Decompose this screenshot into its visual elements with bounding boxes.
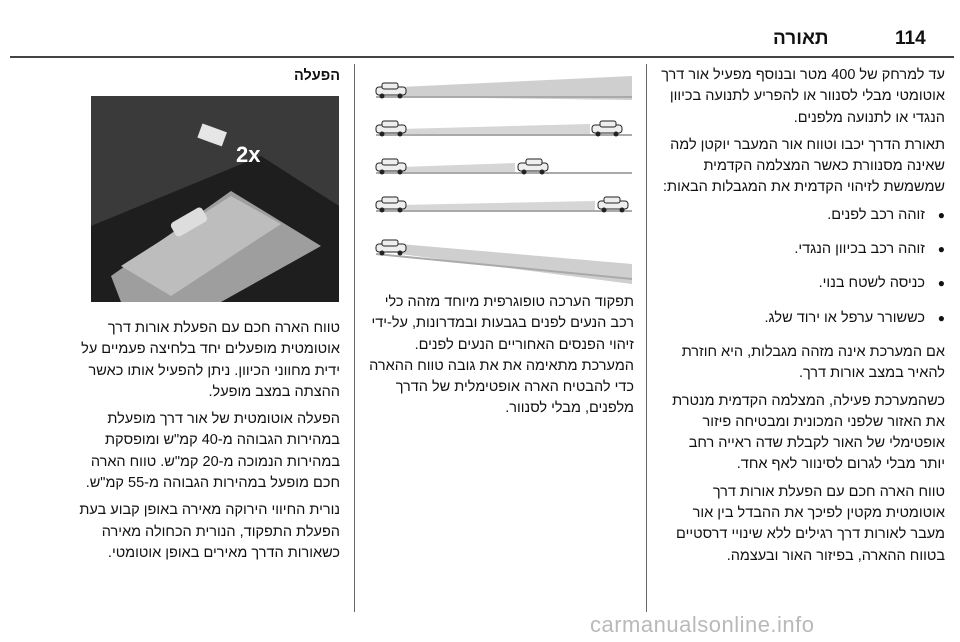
paragraph: טווח הארה חכם עם הפעלת אורות דרך אוטומטית מופעלים יחד בלחיצה פעמיים על ידית מחווני הכיוון. ניתן להפעיל אותו כאשר ההצתה במצב מופעל. <box>81 320 340 400</box>
beam-panel <box>376 197 632 213</box>
list-item: ● זוהה רכב בכיוון הנגדי. <box>660 239 945 260</box>
header-divider <box>10 56 954 58</box>
indicator-stalk-photo <box>91 96 339 302</box>
left-column <box>78 318 340 570</box>
list-item: ● זוהה רכב לפנים. <box>660 205 945 226</box>
section-heading: הפעלה <box>293 68 340 84</box>
page-number: 114 <box>895 28 926 49</box>
column-divider-right <box>646 64 647 612</box>
right-column <box>660 65 945 573</box>
watermark: carmanualsonline.info <box>590 612 815 637</box>
paragraph: עד למרחק של 400 מטר ובנוסף מפעיל אור דרך אוטומטי מבלי לסנוור או להפריע לתנועה בכיוון הנגדי או לתנועה מלפנים. <box>661 67 945 126</box>
paragraph: טווח הארה חכם עם הפעלת אורות דרך אוטומטית מקטין לפיכך את ההבדל בין אור מעבר לאורות דרך רגילים ללא שינויי דרסטיים בטווח ההארה, בפיזור האור ובעצמה. <box>676 483 945 564</box>
beam-panel <box>376 159 632 175</box>
press-count-label: 2x <box>236 142 261 167</box>
car-icon <box>376 240 406 256</box>
paragraph: תאורת הדרך יכבו וטווח אור המעבר יוקטן למה שאינה מסנוורת כאשר המצלמה הקדמית שמשמשת לזיהוי הקדמית את המגבלות הבאות: <box>663 136 945 196</box>
page-header <box>0 0 960 58</box>
paragraph: נורית החיווי הירוקה מאירה באופן קבוע בעת הפעלת התפקוד, הנורית הכחולה מאירה כשאורות הדרך מאירים באופן אוטומטי. <box>79 502 340 561</box>
beam-panel <box>376 76 632 100</box>
middle-column <box>362 292 634 426</box>
left-column-heading-wrap <box>78 66 340 93</box>
condition-list <box>660 205 945 329</box>
column-divider-left <box>354 64 355 612</box>
page-title: תאורה <box>773 28 829 49</box>
paragraph: הפעלה אוטומטית של אור דרך מופעלת במהירות הגבוהה מ-40 קמ"ש ומופסקת במהירות הנמוכה מ-20 קמ"ש. טווח הארה חכם מופעל במהירות הגבוהה מ-55 קמ"ש. <box>85 411 340 492</box>
beam-range-diagram <box>370 74 634 286</box>
stalk-illustration <box>91 96 339 302</box>
list-item: ● כניסה לשטח בנוי. <box>660 273 945 294</box>
list-item: ● כששורר ערפל או ירוד שלג. <box>660 308 945 329</box>
paragraph: כשהמערכת פעילה, המצלמה הקדמית מנטרת את האזור שלפני המכונית ומבטיחה פיזור אופטימלי של האור לקבלת שדה ראייה רחב יותר מבלי לגרום לסינוור לאף אחד. <box>672 392 945 473</box>
beam-panel <box>376 121 632 137</box>
paragraph: אם המערכת אינה מזהה מגבלות, היא חוזרת להאיר במצב אורות דרך. <box>681 343 945 382</box>
figure-caption: תפקוד הערכה טופוגרפית מיוחד מזהה כלי רכב הנעים לפנים בגבעות ובמדרונות, על-ידי זיהוי הפנסים האחוריים הנעים לפנים. המערכת מתאימה את את גובה טווח ההארה כדי להבטיח הארה אופטימלית של הדרך מלפנים, מבלי לסנוור. <box>369 294 634 417</box>
beam-panel <box>376 240 632 284</box>
